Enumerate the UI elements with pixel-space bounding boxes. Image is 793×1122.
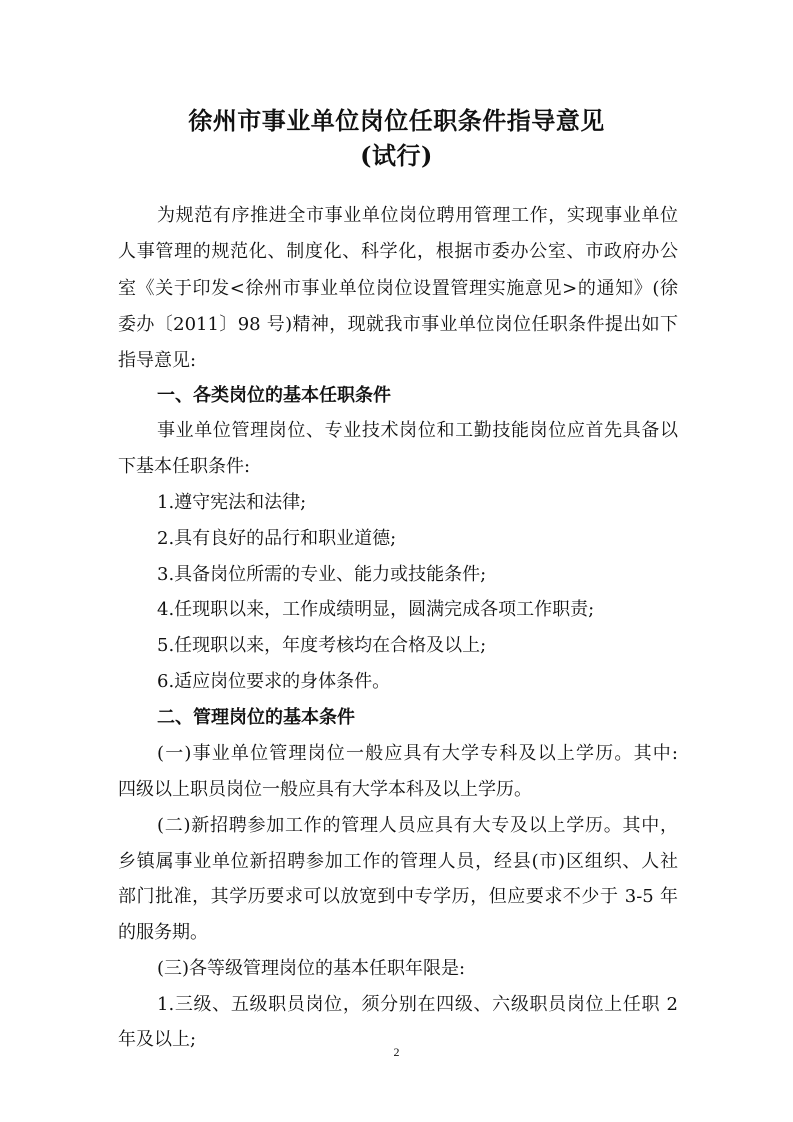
section-paragraph-line: 下基本任职条件: (118, 456, 251, 477)
document-title: 徐州市事业单位岗位任职条件指导意见 (188, 106, 605, 135)
intro-line: 人事管理的规范化、制度化、科学化，根据市委办公室、市政府办公 (118, 241, 678, 262)
list-item: 5.任现职以来，年度考核均在合格及以上; (157, 635, 487, 656)
section-paragraph-line: 1.三级、五级职员岗位，须分别在四级、六级职员岗位上任职 2 (157, 994, 678, 1015)
list-item: 2.具有良好的品行和职业道德; (157, 528, 397, 549)
section-heading: 二、管理岗位的基本条件 (157, 707, 355, 728)
section-paragraph-line: 四级以上职员岗位一般应具有大学本科及以上学历。 (118, 779, 532, 800)
section-heading: 一、各类岗位的基本任职条件 (157, 385, 391, 406)
section-paragraph-line: 乡镇属事业单位新招聘参加工作的管理人员，经县(市)区组织、人社 (118, 851, 678, 872)
list-item: 3.具备岗位所需的专业、能力或技能条件; (157, 564, 487, 585)
section-paragraph-line: 部门批准，其学历要求可以放宽到中专学历，但应要求不少于 3-5 年 (118, 886, 678, 907)
document-subtitle: (试行) (360, 141, 433, 170)
intro-line: 指导意见: (118, 350, 197, 371)
section-paragraph-line: (三)各等级管理岗位的基本任职年限是: (157, 958, 466, 979)
page-number: 2 (393, 1045, 400, 1059)
section-paragraph-line: 事业单位管理岗位、专业技术岗位和工勤技能岗位应首先具备以 (157, 420, 678, 441)
list-item: 1.遵守宪法和法律; (157, 492, 307, 513)
intro-line: 室《关于印发<徐州市事业单位岗位设置管理实施意见>的通知》(徐 (118, 278, 678, 299)
intro-line: 为规范有序推进全市事业单位岗位聘用管理工作，实现事业单位 (157, 205, 678, 226)
section-paragraph-line: (一)事业单位管理岗位一般应具有大学专科及以上学历。其中: (157, 743, 678, 764)
section-paragraph-line: 的服务期。 (118, 922, 208, 943)
list-item: 6.适应岗位要求的身体条件。 (157, 671, 391, 692)
section-paragraph-line: 年及以上; (118, 1029, 197, 1050)
intro-line: 委办〔2011〕98 号)精神，现就我市事业单位岗位任职条件提出如下 (118, 314, 678, 335)
section-paragraph-line: (二)新招聘参加工作的管理人员应具有大专及以上学历。其中， (157, 815, 678, 836)
list-item: 4.任现职以来，工作成绩明显，圆满完成各项工作职责; (157, 599, 595, 620)
